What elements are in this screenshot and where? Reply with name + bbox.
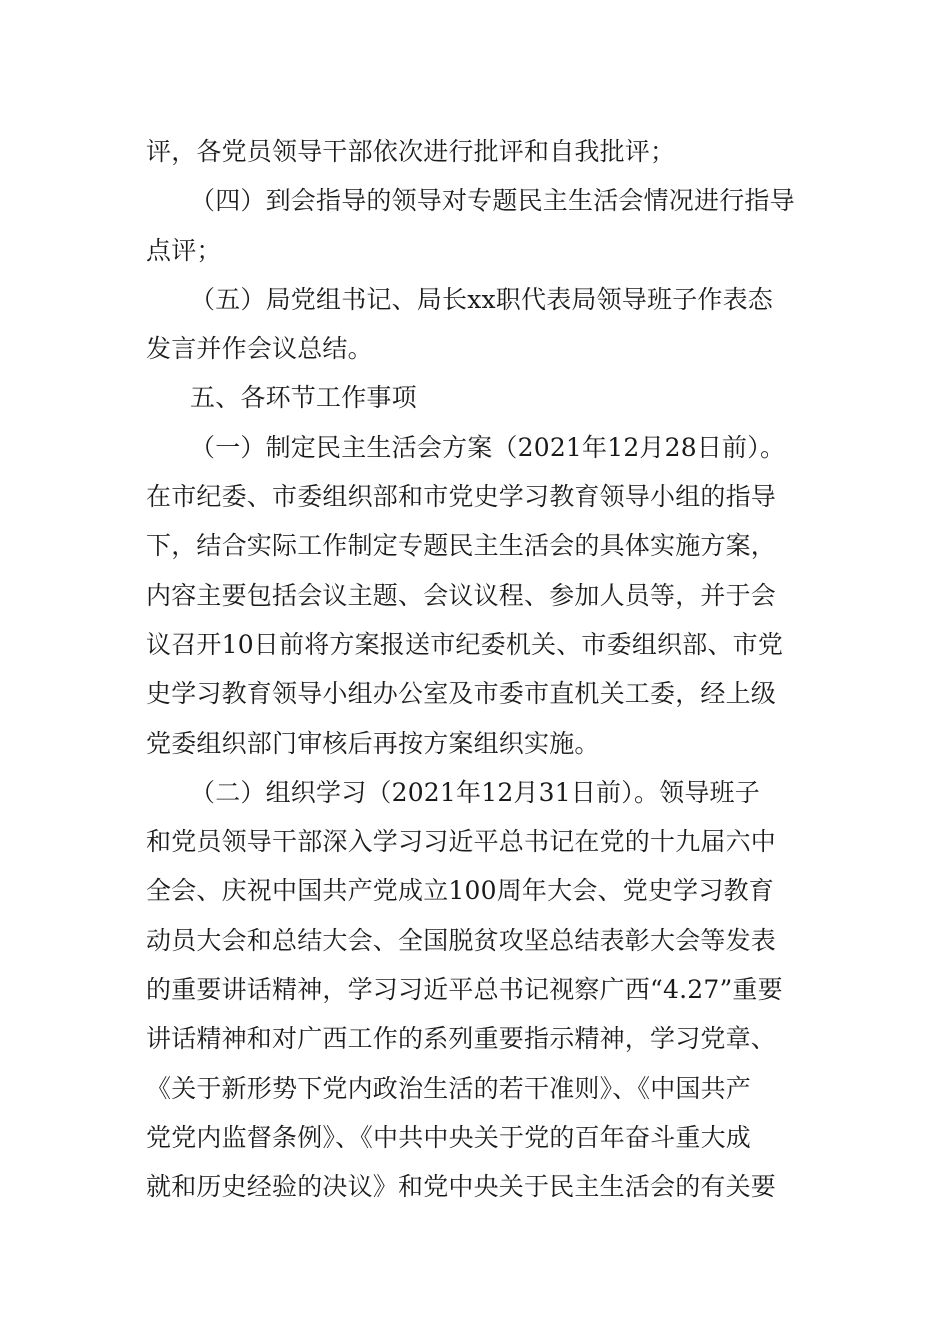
text-line-13: 党委组织部门审核后再按方案组织实施。 — [146, 728, 600, 758]
text-line-20: 《关于新形势下党内政治生活的若干准则》、《中国共产 — [146, 1073, 752, 1103]
text-line-19: 讲话精神和对广西工作的系列重要指示精神，学习党章、 — [146, 1024, 777, 1054]
text-line-5: 发言并作会议总结。 — [146, 334, 373, 364]
text-line-18: 的重要讲话精神，学习习近平总书记视察广西“4.27”重要 — [146, 975, 783, 1005]
text-line-8: 在市纪委、市委组织部和市党史学习教育领导小组的指导 — [146, 482, 777, 512]
text-line-12: 史学习教育领导小组办公室及市委市直机关工委，经上级 — [146, 679, 777, 709]
section-heading: 五、各环节工作事项 — [190, 383, 417, 413]
text-line-14: （二）组织学习（2021年12月31日前）。领导班子 — [190, 777, 760, 807]
text-line-22: 就和历史经验的决议》和党中央关于民主生活会的有关要 — [146, 1172, 777, 1202]
text-line-10: 内容主要包括会议主题、会议议程、参加人员等，并于会 — [146, 580, 777, 610]
text-line-11: 议召开10日前将方案报送市纪委机关、市委组织部、市党 — [146, 629, 784, 659]
text-line-16: 全会、庆祝中国共产党成立100周年大会、党史学习教育 — [146, 876, 774, 906]
text-line-9: 下，结合实际工作制定专题民主生活会的具体实施方案， — [146, 531, 777, 561]
text-line-3: 点评； — [146, 235, 222, 265]
text-line-15: 和党员领导干部深入学习习近平总书记在党的十九届六中 — [146, 827, 777, 857]
text-line-21: 党党内监督条例》、《中共中央关于党的百年奋斗重大成 — [146, 1122, 752, 1152]
text-line-17: 动员大会和总结大会、全国脱贫攻坚总结表彰大会等发表 — [146, 925, 777, 955]
text-line-1: 评，各党员领导干部依次进行批评和自我批评； — [146, 137, 676, 166]
text-line-2: （四）到会指导的领导对专题民主生活会情况进行指导 — [190, 186, 795, 216]
text-line-4: （五）局党组书记、局长xx职代表局领导班子作表态 — [190, 284, 774, 314]
document-body — [146, 127, 816, 1212]
text-line-7: （一）制定民主生活会方案（2021年12月28日前）。 — [190, 432, 786, 462]
